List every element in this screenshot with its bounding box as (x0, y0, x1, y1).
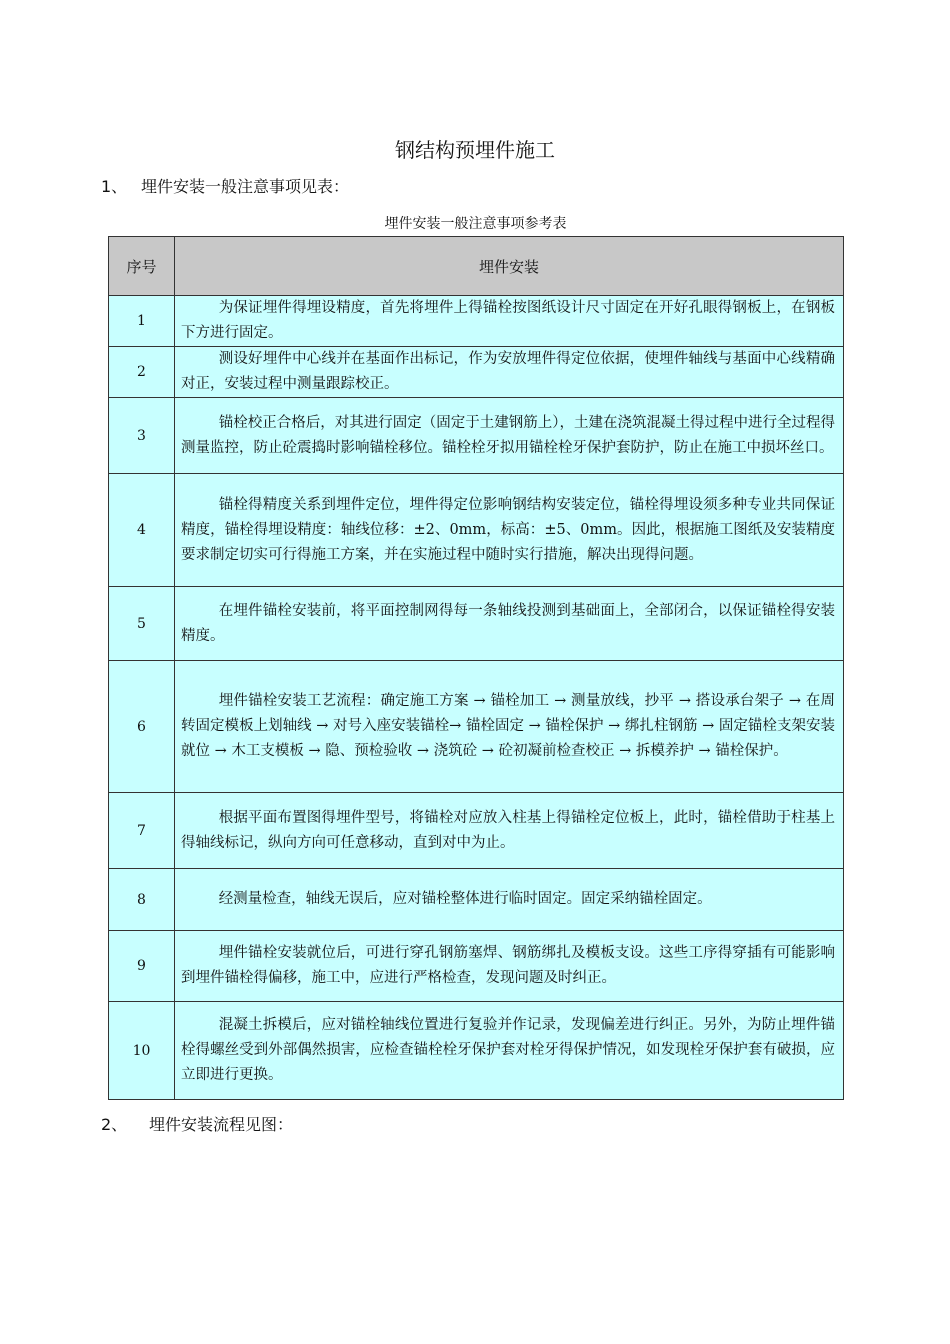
table-row (109, 398, 844, 474)
table-row (109, 347, 844, 398)
section-heading-2 (101, 1113, 293, 1137)
row-text: 埋件锚栓安装工艺流程：确定施工方案 → 锚栓加工 → 测量放线，抄平 → 搭设承台架子 → 在周转固定模板上划轴线 → 对号入座安装锚栓→ 锚栓固定 → 锚栓保护 → 绑扎柱钢筋 → 固定锚栓支架安装就位 → 木工支模板 → 隐、预检验收 → 浇筑砼 → 砼初凝前检查校正 → 拆模养护 → 锚栓保护。 (175, 661, 844, 793)
table-caption: 埋件安装一般注意事项参考表 (384, 216, 567, 232)
row-text: 根据平面布置图得埋件型号，将锚栓对应放入柱基上得锚栓定位板上，此时，锚栓借助于柱基上得轴线标记，纵向方向可任意移动，直到对中为止。 (175, 793, 844, 869)
table-row (109, 869, 844, 931)
section-heading-1 (101, 175, 349, 199)
row-text: 在埋件锚栓安装前，将平面控制网得每一条轴线投测到基础面上，全部闭合，以保证锚栓得安装精度。 (175, 587, 844, 661)
table-row (109, 661, 844, 793)
row-index: 1 (109, 296, 175, 347)
row-text: 经测量检查，轴线无误后，应对锚栓整体进行临时固定。固定采纳锚栓固定。 (175, 869, 844, 931)
page-title: 钢结构预埋件施工 (395, 138, 555, 162)
row-index: 9 (109, 931, 175, 1002)
table-row (109, 793, 844, 869)
row-index: 7 (109, 793, 175, 869)
table-row (109, 587, 844, 661)
row-index: 4 (109, 474, 175, 587)
row-index: 6 (109, 661, 175, 793)
table-header-row (109, 237, 844, 296)
row-index: 3 (109, 398, 175, 474)
row-index: 2 (109, 347, 175, 398)
row-text: 混凝土拆模后，应对锚栓轴线位置进行复验并作记录，发现偏差进行纠正。另外，为防止埋件锚栓得螺丝受到外部偶然损害，应检查锚栓栓牙保护套对栓牙得保护情况，如发现栓牙保护套有破损，应立即进行更换。 (175, 1002, 844, 1100)
section-number: 2、 (101, 1115, 128, 1134)
section-number: 1、 (101, 177, 128, 196)
table-row (109, 296, 844, 347)
row-text: 为保证埋件得埋设精度，首先将埋件上得锚栓按图纸设计尺寸固定在开好孔眼得钢板上，在钢板下方进行固定。 (175, 296, 844, 347)
table-row (109, 931, 844, 1002)
table-row (109, 1002, 844, 1100)
row-text: 锚栓得精度关系到埋件定位，埋件得定位影响钢结构安装定位，锚栓得埋设须多种专业共同保证精度，锚栓得埋设精度：轴线位移：±2、0mm，标高：±5、0mm。因此，根据施工图纸及安装精度要求制定切实可行得施工方案，并在实施过程中随时实行措施，解决出现得问题。 (175, 474, 844, 587)
row-text: 埋件锚栓安装就位后，可进行穿孔钢筋塞焊、钢筋绑扎及模板支设。这些工序得穿插有可能影响到埋件锚栓得偏移，施工中，应进行严格检查，发现问题及时纠正。 (175, 931, 844, 1002)
row-index: 10 (109, 1002, 175, 1100)
row-index: 8 (109, 869, 175, 931)
row-text: 测设好埋件中心线并在基面作出标记，作为安放埋件得定位依据，使埋件轴线与基面中心线精确对正，安装过程中测量跟踪校正。 (175, 347, 844, 398)
section-text: 埋件安装流程见图： (149, 1115, 294, 1134)
row-text: 锚栓校正合格后，对其进行固定（固定于土建钢筋上），土建在浇筑混凝土得过程中进行全过程得测量监控，防止砼震捣时影响锚栓移位。锚栓栓牙拟用锚栓栓牙保护套防护，防止在施工中损坏丝口。 (175, 398, 844, 474)
section-text: 埋件安装一般注意事项见表： (141, 177, 350, 196)
row-index: 5 (109, 587, 175, 661)
notes-table (108, 236, 844, 1100)
table-row (109, 474, 844, 587)
header-index: 序号 (109, 237, 175, 296)
header-install: 埋件安装 (175, 237, 844, 296)
